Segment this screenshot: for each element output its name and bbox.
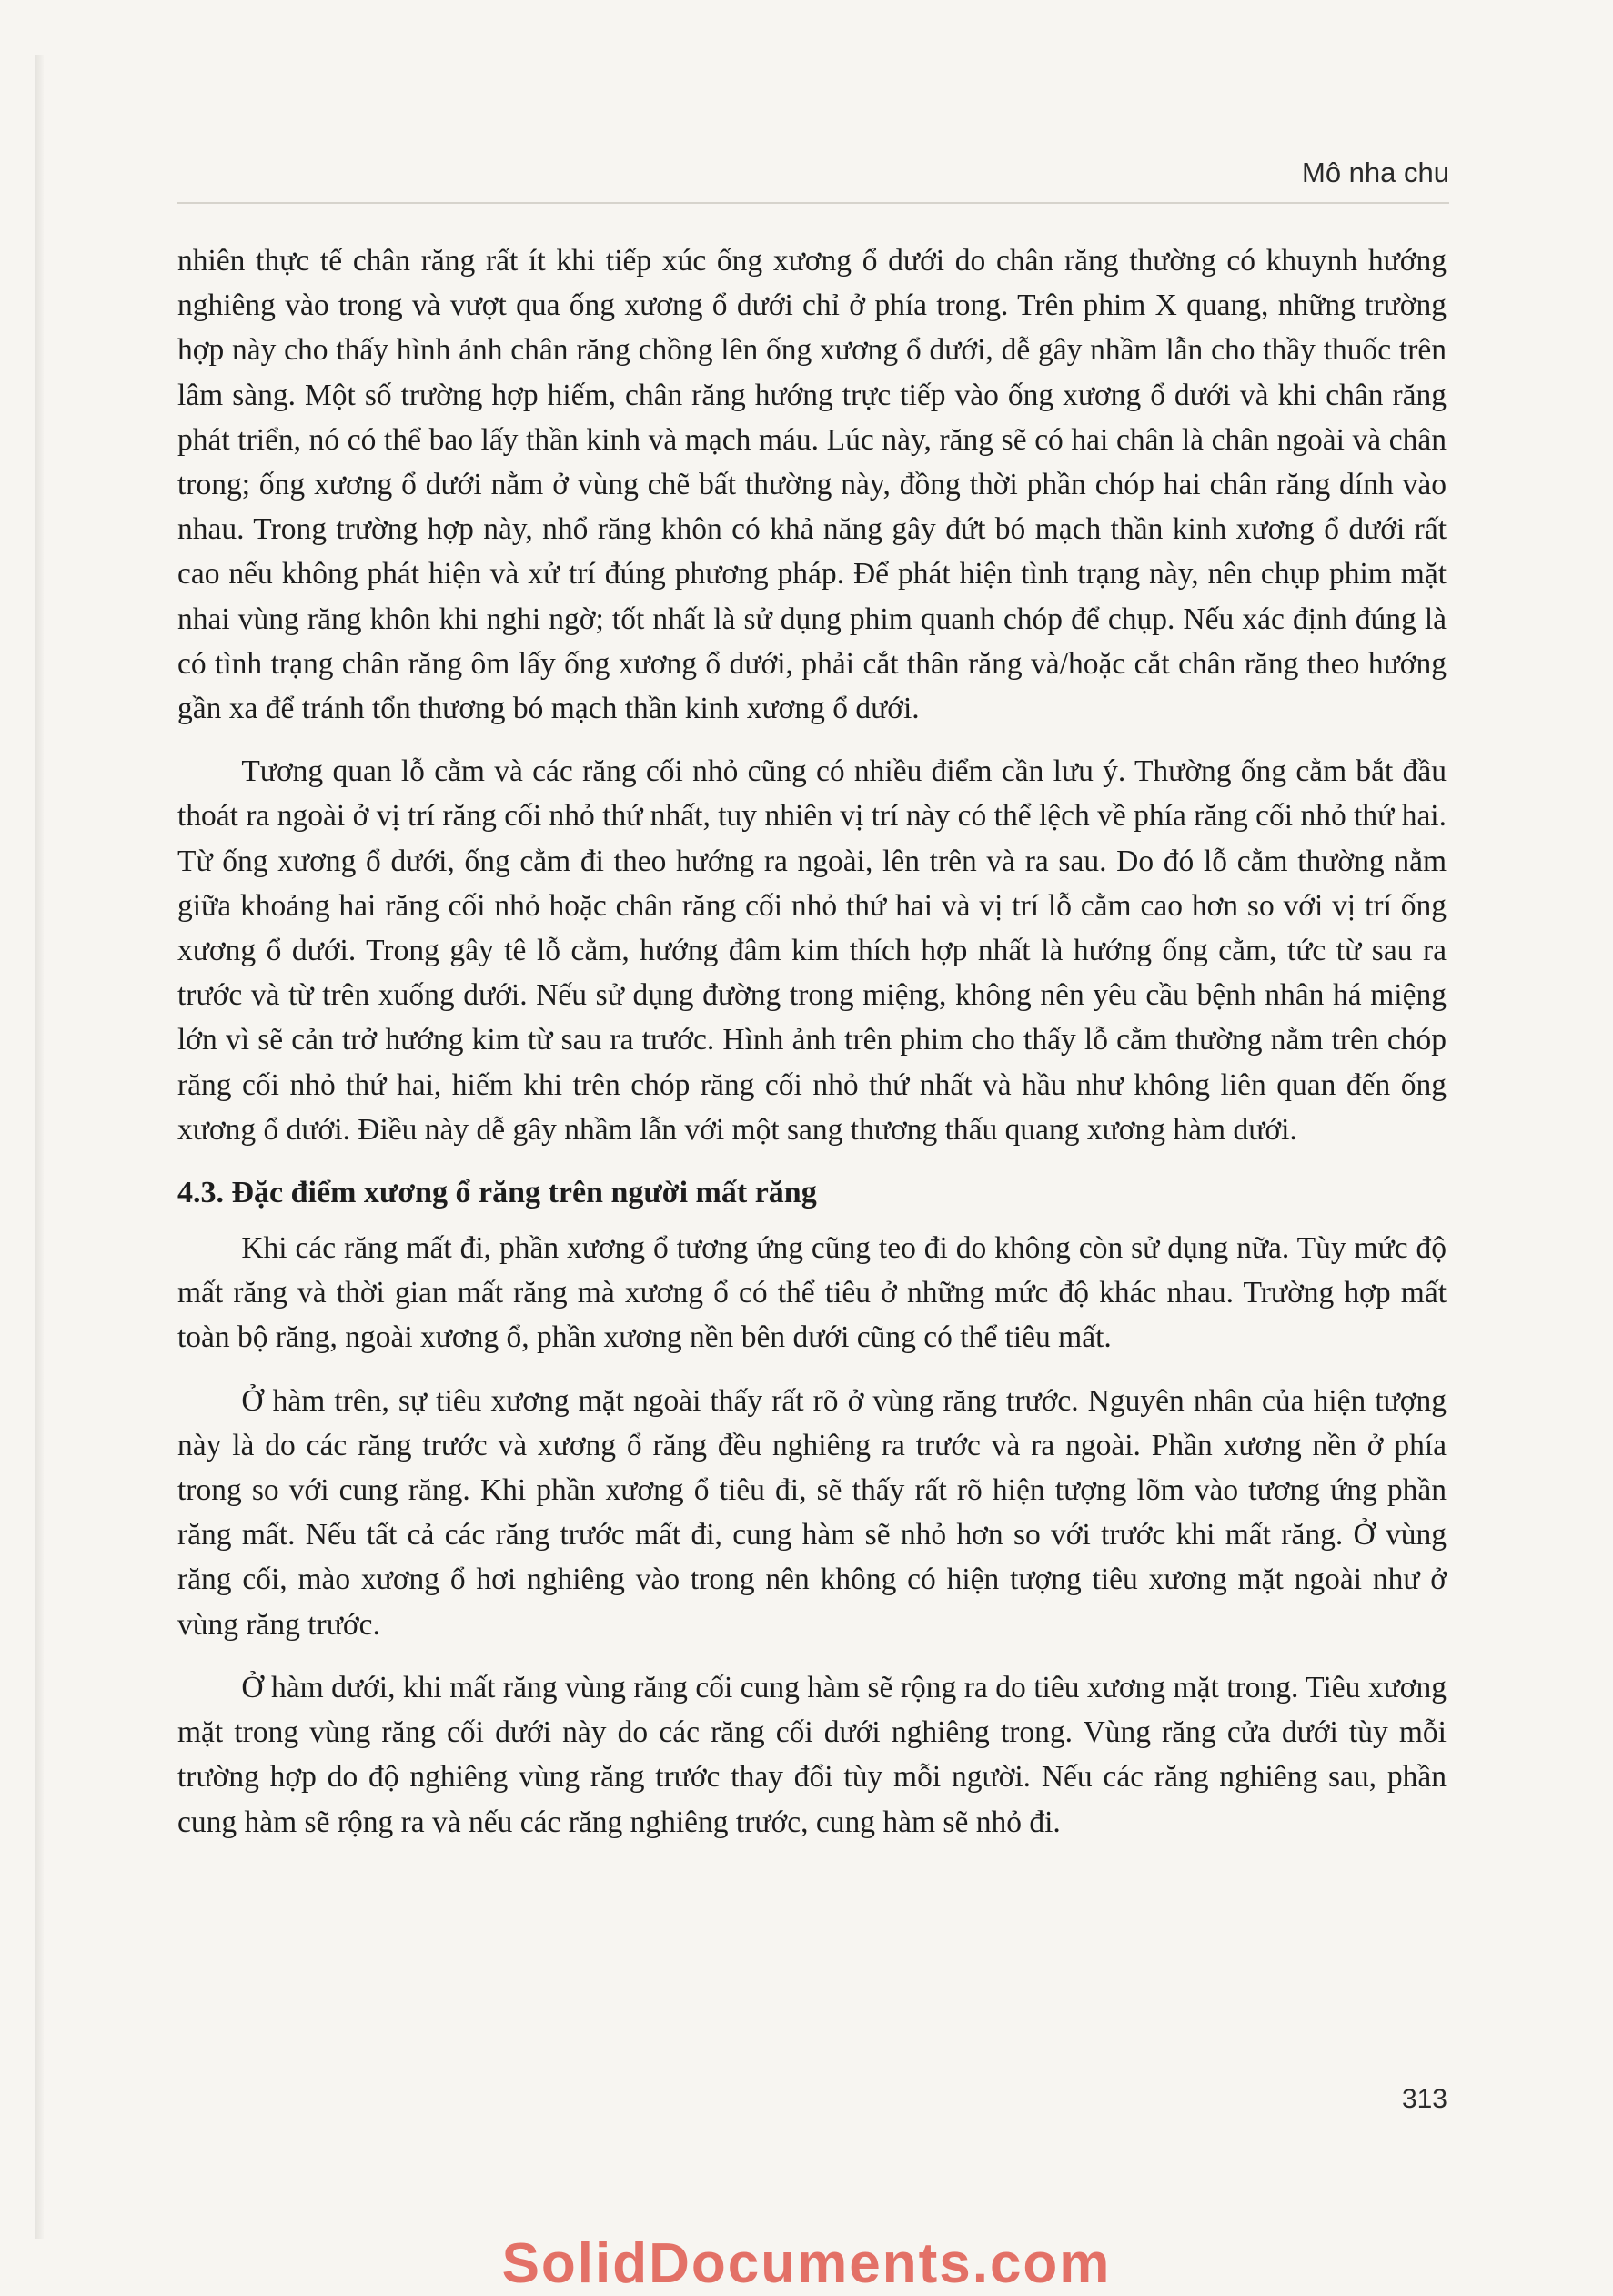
paragraph-1: nhiên thực tế chân răng rất ít khi tiếp xúc ống xương ổ dưới do chân răng thường có khuynh hướng nghiêng vào trong và vượt qua ống xương ổ dưới chỉ ở phía trong. Trên phim X quang, những trường hợp này cho thấy hình ảnh chân răng chồng lên ống xương ổ dưới, dễ gây nhầm lẫn cho thầy thuốc trên lâm sàng. Một số trường hợp hiếm, chân răng hướng trực tiếp vào ống xương ổ dưới và khi chân răng phát triển, nó có thể bao lấy thần kinh và mạch máu. Lúc này, răng sẽ có hai chân là chân ngoài và chân trong; ống xương ổ dưới nằm ở vùng chẽ bất thường này, đồng thời phần chóp hai chân răng dính vào nhau. Trong trường hợp này, nhổ răng khôn có khả năng gây đứt bó mạch thần kinh xương ổ dưới rất cao nếu không phát hiện và xử trí đúng phương pháp. Để phát hiện tình trạng này, nên chụp phim mặt nhai vùng răng khôn khi nghi ngờ; tốt nhất là sử dụng phim quanh chóp để chụp. Nếu xác định đúng là có tình trạng chân răng ôm lấy ống xương ổ dưới, phải cắt thân răng và/hoặc cắt chân răng theo hướng gần xa để tránh tổn thương bó mạch thần kinh xương ổ dưới. [177, 244, 1447, 726]
book-spine-shadow [35, 55, 44, 2239]
paragraph-2: Tương quan lỗ cằm và các răng cối nhỏ cũng có nhiều điểm cần lưu ý. Thường ống cằm bắt đầu thoát ra ngoài ở vị trí răng cối nhỏ thứ nhất, tuy nhiên vị trí này có thể lệch về phía răng cối nhỏ thứ hai. Từ ống xương ổ dưới, ống cằm đi theo hướng ra ngoài, lên trên và ra sau. Do đó lỗ cằm thường nằm giữa khoảng hai răng cối nhỏ hoặc chân răng cối nhỏ thứ hai và vị trí lỗ cằm cao hơn so với vị trí ống xương ổ dưới. Trong gây tê lỗ cằm, hướng đâm kim thích hợp nhất là hướng ống cằm, tức từ sau ra trước và từ trên xuống dưới. Nếu sử dụng đường trong miệng, không nên yêu cầu bệnh nhân há miệng lớn vì sẽ cản trở hướng kim từ sau ra trước. Hình ảnh trên phim cho thấy lỗ cằm thường nằm trên chóp răng cối nhỏ thứ hai, hiếm khi trên chóp răng cối nhỏ thứ nhất và hầu như không liên quan đến ống xương ổ dưới. Điều này dễ gây nhầm lẫn với một sang thương thấu quang xương hàm dưới. [177, 754, 1447, 1147]
paragraph-5: Ở hàm dưới, khi mất răng vùng răng cối cung hàm sẽ rộng ra do tiêu xương mặt trong. Tiêu xương mặt trong vùng răng cối dưới này do các răng cối dưới nghiêng trong. Vùng răng cửa dưới tùy mỗi trường hợp do độ nghiêng vùng răng trước thay đổi tùy mỗi người. Nếu các răng nghiêng sau, phần cung hàm sẽ rộng ra và nếu các răng nghiêng trước, cung hàm sẽ nhỏ đi. [177, 1670, 1447, 1839]
section-heading: 4.3. Đặc điểm xương ổ răng trên người mất răng [177, 1176, 817, 1210]
paragraph-4: Ở hàm trên, sự tiêu xương mặt ngoài thấy rất rõ ở vùng răng trước. Nguyên nhân của hiện tượng này là do các răng trước và xương ổ răng đều nghiêng ra trước và ra ngoài. Phần xương nền ở phía trong so với cung răng. Khi phần xương ổ tiêu đi, sẽ thấy rất rõ hiện tượng lõm vào tương ứng phần răng mất. Nếu tất cả các răng trước mất đi, cung hàm sẽ nhỏ hơn so với trước khi mất răng. Ở vùng răng cối, mào xương ổ hơi nghiêng vào trong nên không có hiện tượng tiêu xương mặt ngoài như ở vùng răng trước. [177, 1383, 1447, 1642]
header-rule [177, 202, 1449, 204]
paragraph-3: Khi các răng mất đi, phần xương ổ tương ứng cũng teo đi do không còn sử dụng nữa. Tùy mức độ mất răng và thời gian mất răng mà xương ổ có thể tiêu ở những mức độ khác nhau. Trường hợp mất toàn bộ răng, ngoài xương ổ, phần xương nền bên dưới cũng có thể tiêu mất. [177, 1231, 1447, 1355]
watermark: SolidDocuments.com [501, 2232, 1112, 2295]
page-body [177, 238, 1447, 1863]
running-header: Mô nha chu [1302, 157, 1449, 188]
page-number: 313 [1401, 2084, 1447, 2114]
